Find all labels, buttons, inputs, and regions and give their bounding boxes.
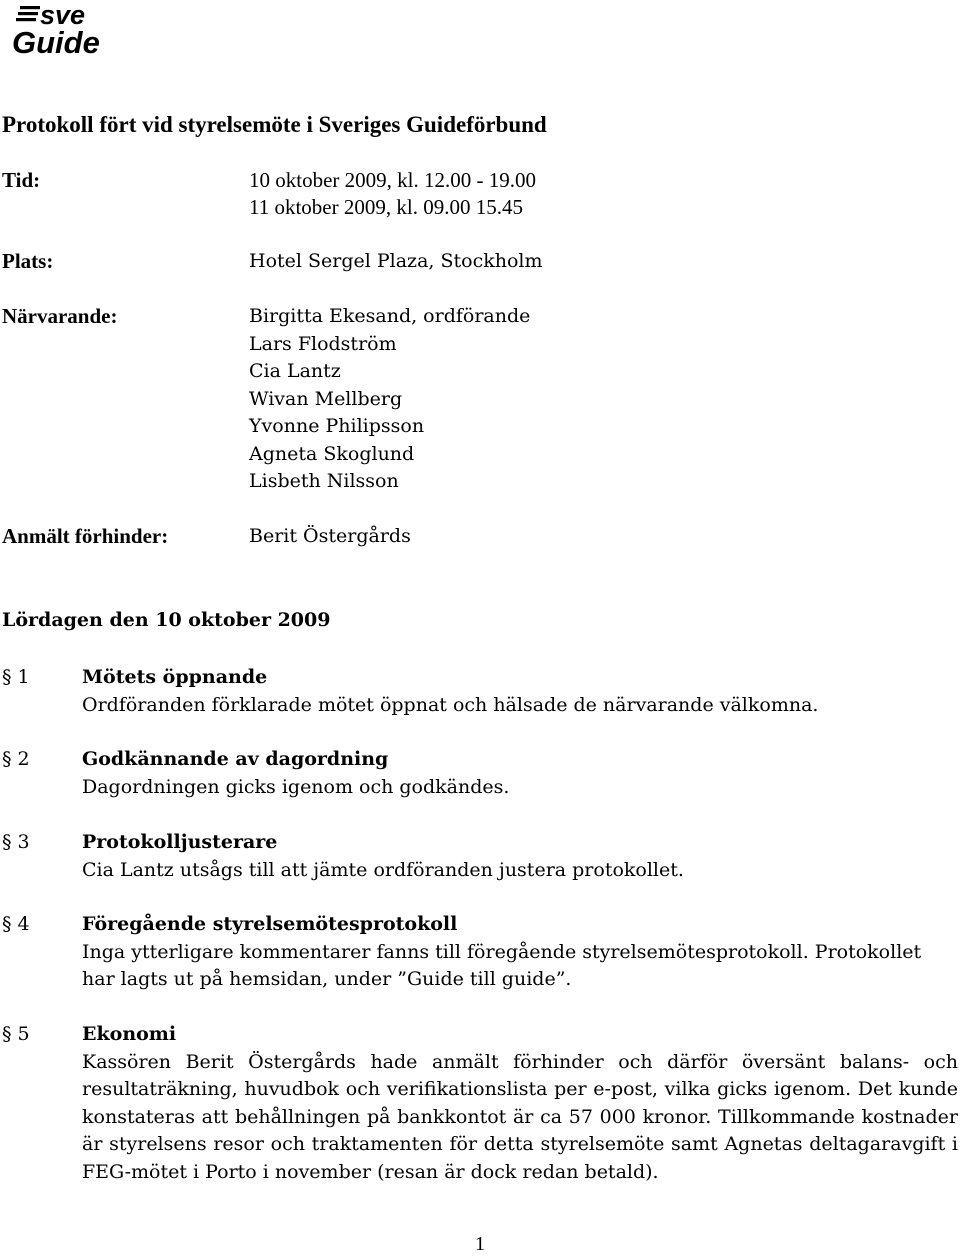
absent-label: Anmält förhinder: [2, 524, 169, 548]
sveguide-logo [12, 2, 112, 56]
section-title: Ekonomi [82, 1023, 177, 1045]
present-member: Lars Flodström [249, 332, 397, 355]
present-member: Yvonne Philipsson [249, 415, 425, 437]
section-title: Föregående styrelsemötesprotokoll [82, 913, 458, 935]
page-number: 1 [475, 1233, 485, 1255]
present-member: Lisbeth Nilsson [249, 470, 399, 492]
section-body: Ordföranden förklarade mötet öppnat och hälsade de närvarande välkomna. [82, 693, 819, 716]
section-number: § 4 [2, 913, 30, 935]
absent-value: Berit Östergårds [249, 525, 411, 547]
logo-text-line2: Guide [12, 25, 100, 56]
time-values [249, 167, 536, 221]
present-member: Cia Lantz [249, 360, 341, 382]
section-title: Protokolljusterare [82, 831, 278, 853]
place-value: Hotel Sergel Plaza, Stockholm [249, 250, 543, 272]
day-heading: Lördagen den 10 oktober 2009 [2, 609, 331, 631]
time-label: Tid: [2, 168, 41, 192]
place-label: Plats: [2, 249, 54, 273]
section-number: § 1 [2, 666, 30, 688]
section-body: Cia Lantz utsågs till att jämte ordföranden justera protokollet. [82, 858, 684, 881]
section-number: § 2 [2, 748, 30, 770]
present-list [249, 303, 530, 496]
logo-text-line1: sve [40, 2, 86, 30]
present-member: Birgitta Ekesand, ordförande [249, 305, 531, 327]
section-number: § 5 [2, 1023, 30, 1045]
section-body: Kassören Berit Östergårds hade anmält förhinder och därför översänt balans- och resultaträkning, huvudbok och verifikationslista per e-post, vilka gicks igenom. Det kunde konstateras att behållningen på bankkontot är ca 57 000 kronor. Tillkommande kostnader är styrelsens resor och traktamenten för detta styrelsemöte samt Agnetas deltagaravgift i FEG-mötet i Porto i november (resan är dock redan betald). [82, 1050, 958, 1183]
section-number: § 3 [2, 831, 30, 853]
time-line: 10 oktober 2009, kl. 12.00 - 19.00 [249, 168, 536, 192]
present-member: Wivan Mellberg [249, 387, 403, 410]
section-body: Inga ytterligare kommentarer fanns till föregående styrelsemötesprotokoll. Protokollet har lagts ut på hemsidan, under ”Guide till guide”. [82, 940, 922, 990]
present-member: Agneta Skoglund [249, 442, 415, 465]
time-line: 11 oktober 2009, kl. 09.00 15.45 [249, 195, 523, 219]
section-body: Dagordningen gicks igenom och godkändes. [82, 775, 510, 798]
document-title: Protokoll fört vid styrelsemöte i Sveriges Guideförbund [2, 112, 547, 137]
section-title: Mötets öppnande [82, 666, 268, 688]
sveguide-logo-graphic [12, 2, 112, 56]
present-label: Närvarande: [2, 304, 118, 328]
section-title: Godkännande av dagordning [82, 748, 389, 770]
